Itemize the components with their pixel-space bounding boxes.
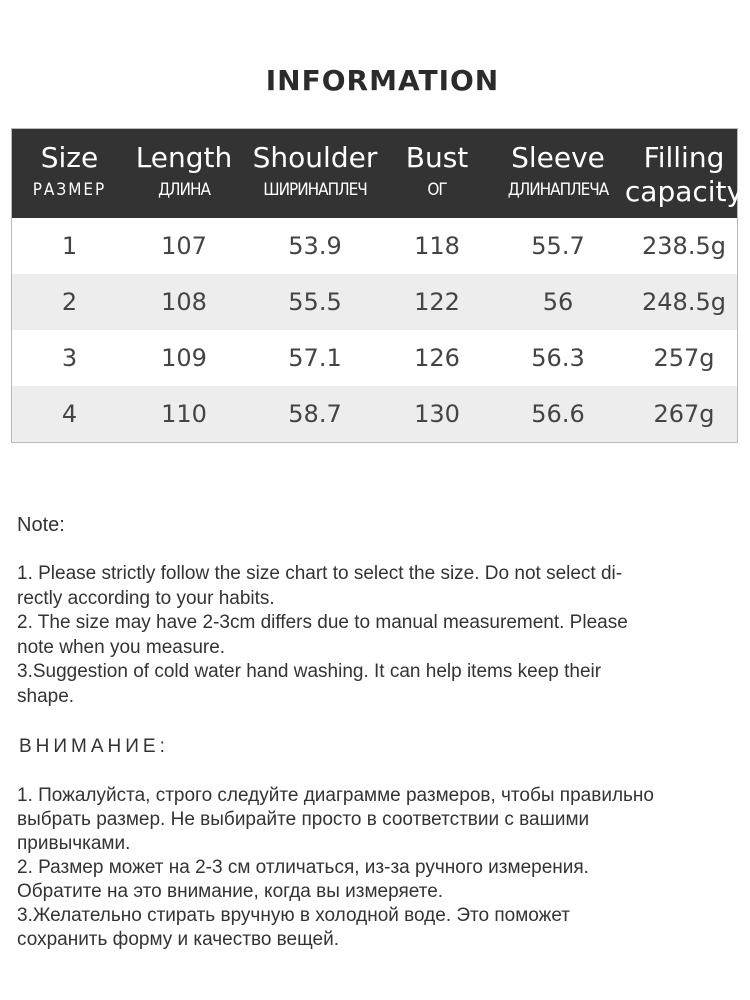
header-sleeve-ru: ДЛИНАПЛЕЧА [507,180,609,200]
note-body-ru [17,784,737,952]
cell-size: 2 [61,288,78,316]
cell-length: 107 [161,232,207,260]
header-shoulder-ru: ШИРИНАПЛЕЧ [263,180,367,200]
cell-bust: 118 [414,232,460,260]
note-item: 2. The size may have 2-3cm differs due to manual measurement. Please note when you measure. [17,612,628,658]
table-header [12,129,744,218]
header-length [127,129,241,218]
cell-bust: 130 [414,400,460,428]
cell-sleeve: 55.7 [531,232,585,260]
header-bust-ru: ОГ [427,180,447,200]
table-row [12,330,737,386]
header-capacity-en: capacity [624,175,744,208]
header-shoulder-en: Shoulder [252,141,378,174]
note-item: 3.Suggestion of cold water hand washing. It can help items keep their shape. [17,661,602,707]
header-filling-capacity [624,129,744,218]
table-row [12,274,737,330]
header-filling-en: Filling [643,141,725,174]
cell-sleeve: 56.6 [531,400,585,428]
cell-sleeve: 56.3 [531,344,585,372]
note-item-ru: 3.Желательно стирать вручную в холодной воде. Это поможет сохранить форму и качество вещей. [17,905,571,950]
cell-filling: 238.5g [642,232,726,260]
note-item-ru: 2. Размер может на 2-3 см отличаться, из-за ручного измерения. Обратите на это внимание, когда вы измеряете. [17,857,589,902]
note-item-ru: 1. Пожалуйста, строго следуйте диаграмме размеров, чтобы правильно выбрать размер. Не выбирайте просто в соответствии с вашими привычками. [17,785,654,854]
cell-bust: 122 [414,288,460,316]
cell-length: 109 [161,344,207,372]
header-length-en: Length [135,141,233,174]
cell-filling: 248.5g [642,288,726,316]
table-row [12,386,737,442]
size-chart-table [11,128,744,443]
cell-filling: 267g [653,400,715,428]
cell-sleeve: 56 [542,288,574,316]
cell-bust: 126 [414,344,460,372]
header-length-ru: ДЛИНА [158,180,210,200]
cell-shoulder: 55.5 [288,288,342,316]
table-row [12,218,737,274]
cell-length: 108 [161,288,207,316]
note-item: 1. Please strictly follow the size chart to select the size. Do not select di- rectly according to your habits. [17,563,623,609]
note-body [17,562,737,709]
cell-filling: 257g [653,344,715,372]
header-sleeve-en: Sleeve [511,141,605,174]
cell-shoulder: 58.7 [288,400,342,428]
cell-size: 1 [61,232,78,260]
note-title-ru: ВНИМАНИЕ: [19,736,169,757]
header-size [12,129,127,218]
cell-length: 110 [161,400,207,428]
cell-shoulder: 57.1 [288,344,342,372]
header-sleeve [485,129,631,218]
header-shoulder [241,129,389,218]
cell-shoulder: 53.9 [288,232,342,260]
note-title: Note: [17,514,65,536]
cell-size: 3 [61,344,78,372]
page-title: INFORMATION [265,64,500,97]
header-bust [389,129,485,218]
header-size-en: Size [40,141,99,174]
header-bust-en: Bust [405,141,469,174]
cell-size: 4 [61,400,78,428]
header-size-ru: РАЗМЕР [32,180,107,200]
